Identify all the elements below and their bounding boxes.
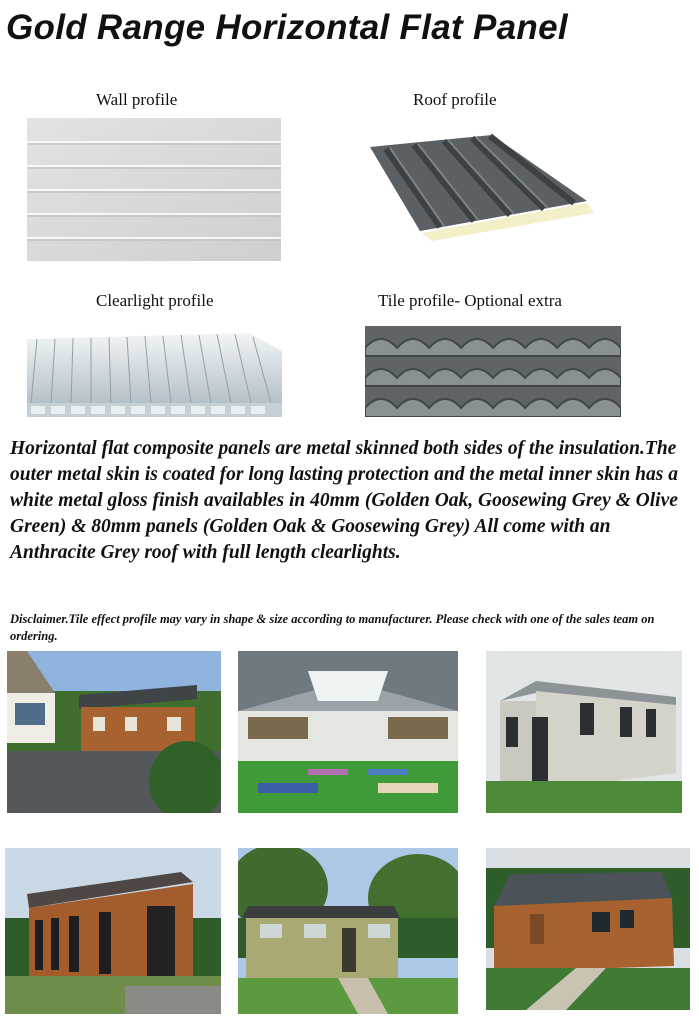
tile-profile-caption: Tile profile- Optional extra	[378, 291, 562, 310]
photo-golden-oak-studio	[5, 848, 221, 1014]
photo-olive-building	[238, 848, 458, 1014]
photo-goosewing-building	[486, 651, 682, 813]
photo-golden-oak-cabin	[486, 848, 690, 1010]
photo-interior-gym	[238, 651, 458, 813]
clearlight-profile-image	[27, 333, 282, 417]
tile-profile-image	[365, 326, 621, 417]
disclaimer-text: Disclaimer.Tile effect profile may vary in shape & size according to manufacturer. Please check with one of the sales team on ordering.	[10, 612, 655, 643]
photo-golden-oak-building	[7, 651, 221, 813]
roof-profile-caption: Roof profile	[413, 90, 497, 109]
product-description: Horizontal flat composite panels are metal skinned both sides of the insulation.The outer metal skin is coated for long lasting protection and the metal inner skin has a white metal gloss finish availables in 40mm (Golden Oak, Goosewing Grey & Olive Green) & 80mm panels (Golden Oak & Goosewing Grey) All come with an Anthracite Grey roof with full length clearlights.	[10, 438, 678, 563]
wall-profile-caption: Wall profile	[96, 90, 178, 109]
roof-profile-image	[362, 133, 594, 241]
wall-profile-image	[27, 118, 281, 261]
clearlight-profile-caption: Clearlight profile	[96, 291, 214, 310]
page-title: Gold Range Horizontal Flat Panel	[6, 8, 568, 47]
